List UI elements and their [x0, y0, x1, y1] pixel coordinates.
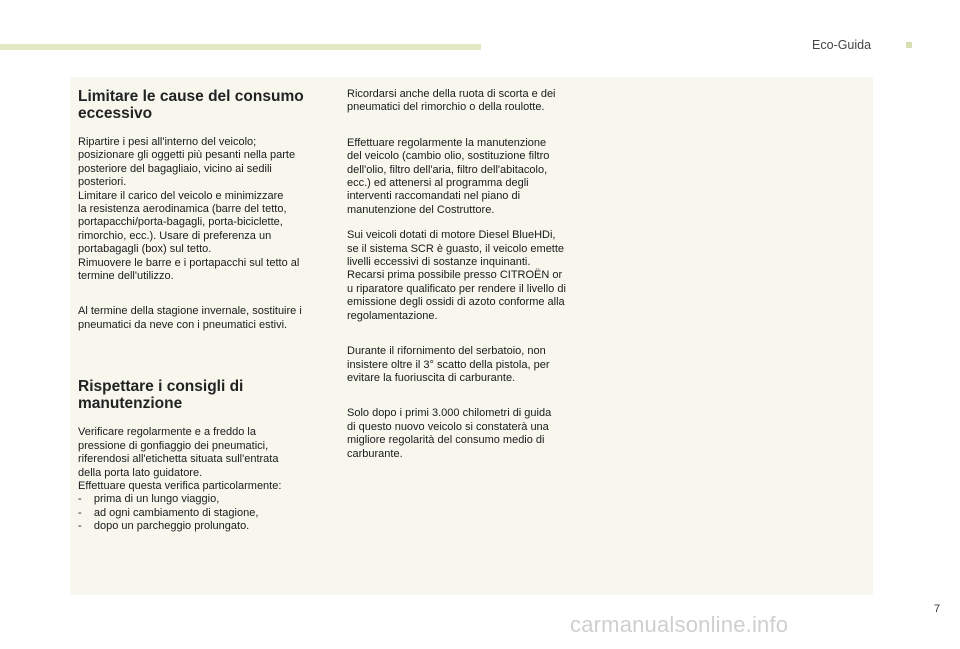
- header-accent-bar: [0, 44, 481, 50]
- page-number: 7: [934, 603, 941, 615]
- watermark: carmanualsonline.info: [570, 612, 789, 637]
- heading-limit-consumption: Limitare le cause del consumo eccessivo: [78, 88, 304, 122]
- paragraph-regular-maintenance: Effettuare regolarmente la manutenzione del veicolo (cambio olio, sostituzione filtro dell'olio, filtro dell'aria, filtro dell'abitacolo, ecc.) ed attenersi al programma degli interventi raccomandati nel piano di manutenzione del Costruttore.: [347, 136, 550, 216]
- list-item: - ad ogni cambiamento di stagione,: [78, 506, 259, 519]
- paragraph-refuelling: Durante il rifornimento del serbatoio, non insistere oltre il 3° scatto della pistola, per evitare la fuoriuscita di carburante.: [347, 345, 550, 384]
- paragraph-winter-tyres: Al termine della stagione invernale, sostituire i pneumatici da neve con i pneumatici estivi.: [78, 305, 302, 331]
- paragraph-spare-wheel: Ricordarsi anche della ruota di scorta e dei pneumatici del rimorchio o della roulotte.: [347, 88, 556, 114]
- left-column: [78, 88, 330, 534]
- list-item: - prima di un lungo viaggio,: [78, 493, 220, 506]
- paragraph-load-distribution: Ripartire i pesi all'interno del veicolo; posizionare gli oggetti più pesanti nella parte posteriore del bagagliaio, vicino ai sedili posteriori. Limitare il carico del veicolo e minimizzare la resistenza aerodinamica (barre del tetto, portapacchi/porta-bagagli, porta-biciclette, rimorchio, ecc.). Usare di preferenza un portabagagli (box) sul tetto. Rimuovere le barre e i portapacchi sul tetto al termine dell'utilizzo.: [78, 136, 300, 283]
- paragraph-tyre-pressure: Verificare regolarmente e a freddo la pressione di gonfiaggio dei pneumatici, riferendosi all'etichetta situata sull'entrata della porta lato guidatore. Effettuare questa verifica particolarmente:: [78, 426, 282, 492]
- paragraph-scr-system: Sui veicoli dotati di motore Diesel BlueHDi, se il sistema SCR è guasto, il veicolo emette livelli eccessivi di sostanze inquinanti. Recarsi prima possibile presso CITROËN or u riparatore qualificato per rendere il livello di emissione degli ossidi di azoto conforme alla regolamentazione.: [347, 229, 566, 322]
- heading-maintenance-advice: Rispettare i consigli di manutenzione: [78, 378, 244, 413]
- list-item: - dopo un parcheggio prolungato.: [78, 520, 250, 533]
- section-marker-square: [906, 42, 912, 48]
- paragraph-first-3000-km: Solo dopo i primi 3.000 chilometri di guida di questo nuovo veicolo si constaterà una migliore regolarità del consumo medio di carburante.: [347, 407, 552, 460]
- section-title: Eco-Guida: [812, 38, 872, 52]
- middle-column: [347, 88, 595, 461]
- check-list: [78, 493, 330, 533]
